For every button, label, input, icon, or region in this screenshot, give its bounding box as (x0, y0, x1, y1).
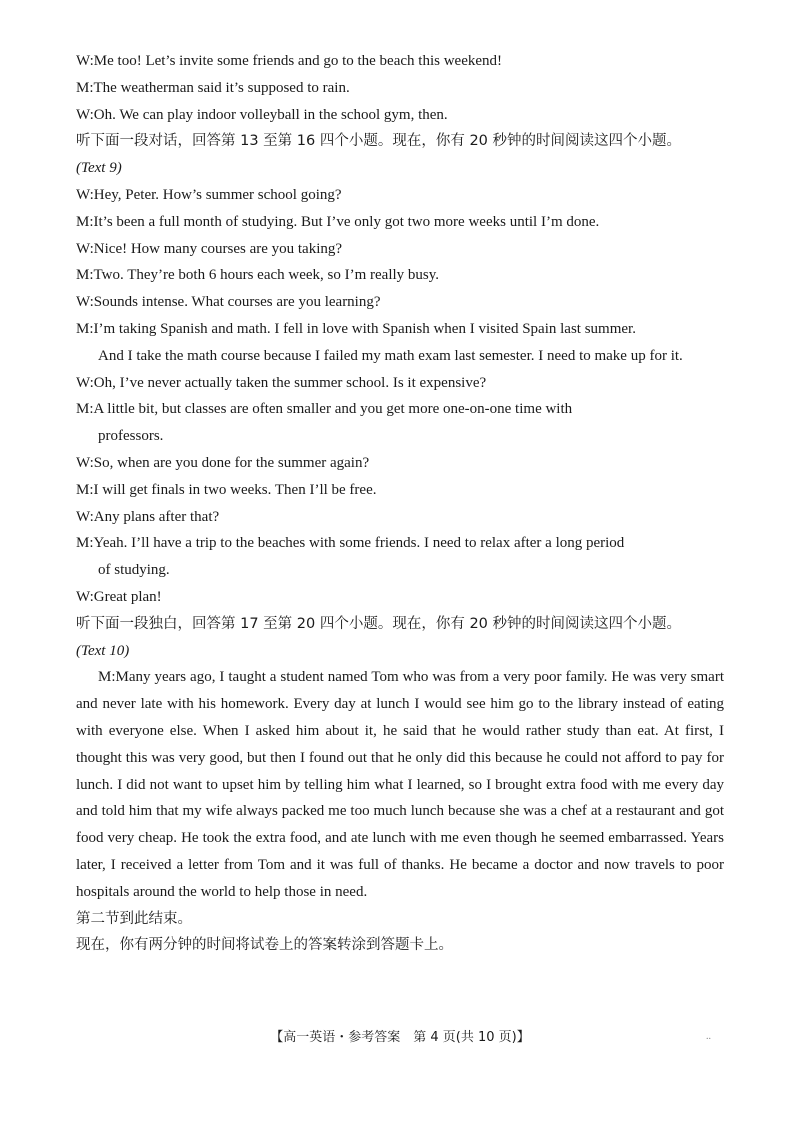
monologue-text-10: M:Many years ago, I taught a student named Tom who was from a very poor family. He was very smart and never late with his homework. Every day at lunch I would see him go to the library instead of eating with everyone else. When I asked him about it, he said that he would rather study than eat. At first, I thought this was very good, but then I found out that he only did this because he could not afford to pay for lunch. I did not want to upset him by telling him what I learned, so I brought extra food with me every day and told him that my wife always packed me too much lunch because she was a chef at a restaurant and got food very cheap. He took the extra food, and ate lunch with me even though he seemed embarrassed. Years later, I received a letter from Tom and it was full of thanks. He became a doctor and now travels to poor hospitals around the world to help those in need. (76, 669, 724, 900)
dialogue-line: M:Two. They’re both 6 hours each week, so I’m really busy. (76, 267, 440, 284)
dialogue-continued (76, 48, 724, 128)
page-footer: 【高一英语・参考答案 第 4 页(共 10 页)】 (270, 1030, 530, 1045)
dialogue-line: M:The weatherman said it’s supposed to rain. (76, 79, 350, 96)
dialogue-line: M:Yeah. I’ll have a trip to the beaches with some friends. I need to relax after a long period (76, 535, 625, 552)
dialogue-line: W:Oh. We can play indoor volleyball in the school gym, then. (76, 106, 448, 123)
dialogue-text-9 (76, 182, 724, 611)
dialogue-line: M:A little bit, but classes are often smaller and you get more one-on-one time with (76, 401, 573, 418)
dialogue-line: M:I will get finals in two weeks. Then I’ll be free. (76, 481, 377, 498)
dialogue-line-continuation: professors. (98, 428, 164, 445)
dialogue-line: W:Sounds intense. What courses are you learning? (76, 294, 381, 311)
dialogue-line: W:Me too! Let’s invite some friends and go to the beach this weekend! (76, 53, 503, 69)
instruction-text-9: 听下面一段对话，回答第 13 至第 16 四个小题。现在，你有 20 秒钟的时间阅读这四个小题。 (76, 133, 682, 150)
instruction-text-10: 听下面一段独白，回答第 17 至第 20 四个小题。现在，你有 20 秒钟的时间阅读这四个小题。 (76, 615, 682, 632)
dialogue-line-continuation: And I take the math course because I failed my math exam last semester. I need to make up for it. (98, 347, 683, 364)
dialogue-line: W:So, when are you done for the summer again? (76, 454, 370, 471)
section-end-note: 第二节到此结束。 (76, 910, 192, 927)
section-label-text-9: (Text 9) (76, 160, 122, 177)
dialogue-line: W:Hey, Peter. How’s summer school going? (76, 186, 342, 203)
dialogue-line: M:I’m taking Spanish and math. I fell in love with Spanish when I visited Spain last summer. (76, 320, 636, 337)
scan-mark: .. (706, 1031, 711, 1042)
dialogue-line: M:It’s been a full month of studying. But I’ve only got two more weeks until I’m done. (76, 213, 600, 230)
dialogue-line: W:Great plan! (76, 588, 162, 605)
answer-transfer-note: 现在，你有两分钟的时间将试卷上的答案转涂到答题卡上。 (76, 937, 453, 954)
dialogue-line: W:Any plans after that? (76, 508, 220, 525)
dialogue-line: W:Oh, I’ve never actually taken the summer school. Is it expensive? (76, 374, 487, 391)
dialogue-line: W:Nice! How many courses are you taking? (76, 240, 343, 257)
dialogue-line-continuation: of studying. (98, 562, 170, 579)
section-label-text-10: (Text 10) (76, 642, 130, 659)
